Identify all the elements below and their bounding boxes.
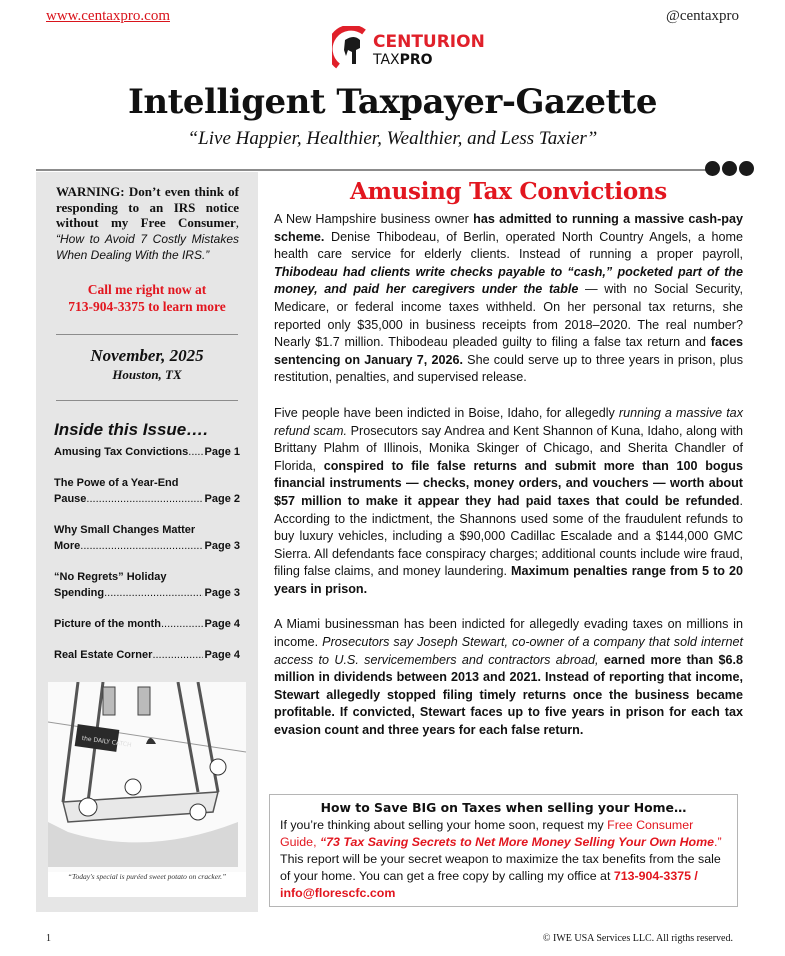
toc-item[interactable]: Why Small Changes Matter More ..... Page 3 xyxy=(54,522,240,554)
promo-contact[interactable]: 713-904-3375 / info@florescfc.com xyxy=(280,869,698,900)
copyright: © IWE USA Services LLC. All rigths reserved. xyxy=(542,933,733,944)
sidebar-divider xyxy=(56,334,238,335)
helmet-icon xyxy=(332,26,372,70)
promo-box xyxy=(269,794,738,907)
article-paragraph: Five people have been indicted in Boise, Idaho, for allegedly running a massive tax refund scam. Prosecutors say Andrea and Kent Shannon of Kuna, Idaho, along with Brittany Plahm of Illinois, Monika Skinger of Chicago, and Sherita Chandler of Florida, conspired to file false returns and submit more than 100 bogus financial instruments — checks, money orders, and vouchers — worth about $57 million to make it appear they had paid taxes that could be refunded. According to the indictment, the Shannons used some of the fraudulent refunds to buy luxury vehicles, including a $90,000 Cadillac Escalade and a $144,000 GMC Sierra. All defendants face conspiracy charges; additional counts include wire fraud, filing false claims, and money laundering. Maximum penalties range from 5 to 20 years in prison. xyxy=(274,405,744,596)
dot-icon xyxy=(739,161,754,176)
issue-date: November, 2025 xyxy=(90,346,204,365)
article-title: Amusing Tax Convictions xyxy=(350,178,667,205)
logo-brand-top: CENTURION xyxy=(373,32,485,52)
centurion-logo xyxy=(332,26,492,70)
article-paragraph: A New Hampshire business owner has admitted to running a massive cash-pay scheme. Denise Thibodeau, of Berlin, operated North Country Angels, a home health care service for elderly clients. Instead of running a proper payroll, Thibodeau had clients write checks payable to “cash,” pocketed part of the money, and paid her caregivers under the table — with no Social Security, Medicare, or federal income taxes withheld. On her personal tax returns, she reported only $35,000 in business receipts from 2018–2020. The real number? Nearly $1.7 million. Thibodeau pleaded guilty to filing a false tax return and faces sentencing on January 7, 2026. She could serve up to three years in prison, plus restitution, penalties, and supervised release. xyxy=(274,212,743,385)
cartoon-image xyxy=(48,682,246,897)
warning-text: WARNING: Don’t even think of responding to an IRS notice without my Free Consumer, “How to Avoid 7 Costly Mistakes When Dealing With the IRS.” xyxy=(56,184,239,262)
tagline: “Live Happier, Healthier, Wealthier, and Less Taxier” xyxy=(187,128,598,149)
sidebar-divider xyxy=(56,400,238,401)
masthead-title: Intelligent Taxpayer-Gazette xyxy=(128,82,657,122)
promo-body: If you’re thinking about selling your home soon, request my Free Consumer Guide, “73 Tax Saving Secrets to Net More Money Selling Your Own Home.” This report will be your secret weapon to maximize the tax benefits from the sale of your home. You can get a free copy by calling my office at 713-904-3375 / info@florescfc.com xyxy=(280,818,722,900)
article-paragraph: A Miami businessman has been indicted for allegedly evading taxes on millions in income. Prosecutors say Joseph Stewart, co-owner of a company that sold internet access to U.S. servicemembers and contractors abroad, earned more than $6.8 million in dividends between 2013 and 2021. Instead of reporting that income, Stewart allegedly stopped filing timely returns once the business became profitable. If convicted, Stewart faces up to five years in prison for each tax evasion count and three years for each false return. xyxy=(274,617,744,738)
toc-item[interactable]: Picture of the month ..... Page 4 xyxy=(54,616,240,632)
toc-item[interactable]: “No Regrets” Holiday Spending ..... Page 3 xyxy=(54,569,240,601)
logo-brand-bottom: TAXPRO xyxy=(373,52,433,68)
divider-dots xyxy=(705,161,754,176)
promo-title: How to Save BIG on Taxes when selling your Home… xyxy=(320,800,687,815)
website-link[interactable]: www.centaxpro.com xyxy=(46,8,170,24)
page-number: 1 xyxy=(46,933,51,944)
toc-item[interactable]: Real Estate Corner ..... Page 4 xyxy=(54,647,240,663)
cartoon-caption: “Today's special is puréed sweet potato on cracker.” xyxy=(67,872,227,881)
header-divider xyxy=(36,169,708,171)
toc-item[interactable]: The Powe of a Year-End Pause ..... Page 2 xyxy=(54,475,240,507)
dot-icon xyxy=(722,161,737,176)
call-to-action: Call me right now at 713-904-3375 to learn more xyxy=(68,282,226,314)
article xyxy=(274,178,743,758)
toc-item[interactable]: Amusing Tax Convictions ..... Page 1 xyxy=(54,444,240,460)
issue-city: Houston, TX xyxy=(112,367,182,382)
toc-title: Inside this Issue…. xyxy=(54,420,208,439)
svg-text:the DAILY CATCH: the DAILY CATCH xyxy=(81,734,132,749)
sidebar xyxy=(36,172,258,912)
social-handle: @centaxpro xyxy=(666,8,739,24)
table-of-contents xyxy=(54,444,240,678)
dot-icon xyxy=(705,161,720,176)
